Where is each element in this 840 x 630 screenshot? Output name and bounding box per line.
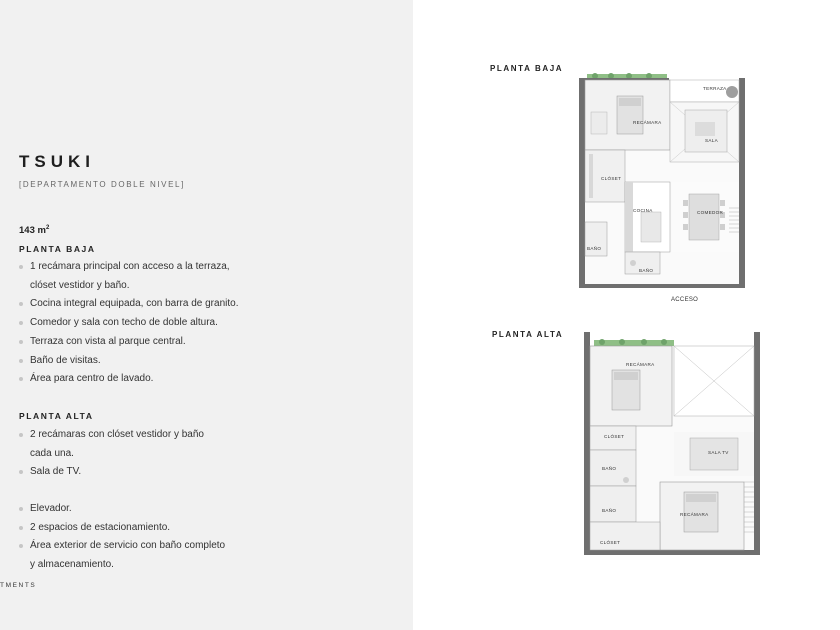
list-item [19, 295, 399, 314]
bullet-icon [19, 470, 23, 474]
room-label-bano-2: BAÑO [639, 268, 654, 273]
bullet-icon [19, 377, 23, 381]
bullet-icon [19, 433, 23, 437]
list-item-continuation [19, 556, 399, 575]
list-item-continuation [19, 277, 399, 296]
planta-baja-floor-plan [577, 72, 749, 294]
room-label-recamara: RECÁMARA [633, 120, 662, 125]
room-label-terraza: TERRAZA [703, 86, 727, 91]
list-item [19, 463, 399, 482]
bullet-icon [19, 265, 23, 269]
list-item-text: Comedor y sala con techo de doble altura. [30, 317, 218, 329]
planta-alta-drawing [582, 332, 760, 557]
floor-plans-panel [413, 0, 840, 630]
list-item-text: Baño de visitas. [30, 354, 101, 366]
bullet-icon [19, 544, 23, 548]
area-value: 143 m [19, 225, 46, 237]
list-item-text: 2 recámaras con clóset vestidor y baño [30, 429, 204, 440]
list-item [19, 352, 399, 371]
list-item-text: clóset vestidor y baño. [30, 279, 130, 291]
acceso-label: ACCESO [671, 297, 699, 303]
bullet-icon [19, 340, 23, 344]
list-item [19, 537, 399, 556]
list-item-text: y almacenamiento. [30, 559, 114, 571]
list-item [19, 426, 399, 445]
list-item-text: Terraza con vista al parque central. [30, 335, 186, 347]
list-item-text: 2 espacios de estacionamiento. [30, 521, 171, 533]
project-type: [DEPARTAMENTO DOBLE NIVEL] [19, 180, 185, 189]
room-label-bano-2: BAÑO [602, 508, 617, 513]
list-item [19, 370, 399, 389]
room-label-closet: CLÓSET [601, 176, 622, 181]
bullet-icon [19, 302, 23, 306]
extras-list [19, 500, 399, 575]
planta-alta-plan-label: PLANTA ALTA [492, 330, 564, 339]
project-title: TSUKI [19, 152, 95, 171]
list-item-text: Área exterior de servicio con baño completo [30, 540, 226, 552]
bullet-icon [19, 526, 23, 530]
room-label-bano-1: BAÑO [602, 466, 617, 471]
planta-alta-list [19, 426, 399, 482]
list-item-text: Elevador. [30, 503, 72, 514]
project-area [19, 225, 49, 236]
planta-baja-drawing [577, 72, 749, 294]
info-panel [0, 0, 413, 630]
room-label-recamara-1: RECÁMARA [626, 362, 655, 367]
room-label-sala-tv: SALA TV [708, 450, 729, 455]
bullet-icon [19, 321, 23, 325]
footer-text: TMENTS [0, 582, 37, 589]
planta-baja-plan-label: PLANTA BAJA [490, 64, 564, 73]
list-item-continuation [19, 445, 399, 464]
list-item [19, 258, 399, 277]
bullet-icon [19, 507, 23, 511]
room-label-recamara-2: RECÁMARA [680, 512, 709, 517]
planta-baja-heading: PLANTA BAJA [19, 244, 96, 254]
area-unit-exponent: 2 [45, 225, 50, 231]
room-label-closet-2: CLÓSET [600, 540, 621, 545]
list-item-text: 1 recámara principal con acceso a la terraza, [30, 261, 230, 272]
list-item-text: Área para centro de lavado. [30, 373, 154, 385]
list-item-text: cada una. [30, 447, 74, 459]
list-item [19, 333, 399, 352]
list-item [19, 500, 399, 519]
room-label-closet-1: CLÓSET [604, 434, 625, 439]
planta-alta-floor-plan [582, 332, 760, 557]
room-label-bano-1: BAÑO [587, 246, 602, 251]
list-item [19, 519, 399, 538]
planta-alta-heading: PLANTA ALTA [19, 411, 94, 421]
list-item-text: Cocina integral equipada, con barra de granito. [30, 298, 239, 310]
list-item-text: Sala de TV. [30, 466, 82, 478]
room-label-comedor: COMEDOR [697, 210, 724, 215]
list-item [19, 314, 399, 333]
planta-baja-list [19, 258, 399, 389]
room-label-sala: SALA [705, 138, 718, 143]
bullet-icon [19, 359, 23, 363]
room-label-cocina: COCINA [633, 208, 653, 213]
